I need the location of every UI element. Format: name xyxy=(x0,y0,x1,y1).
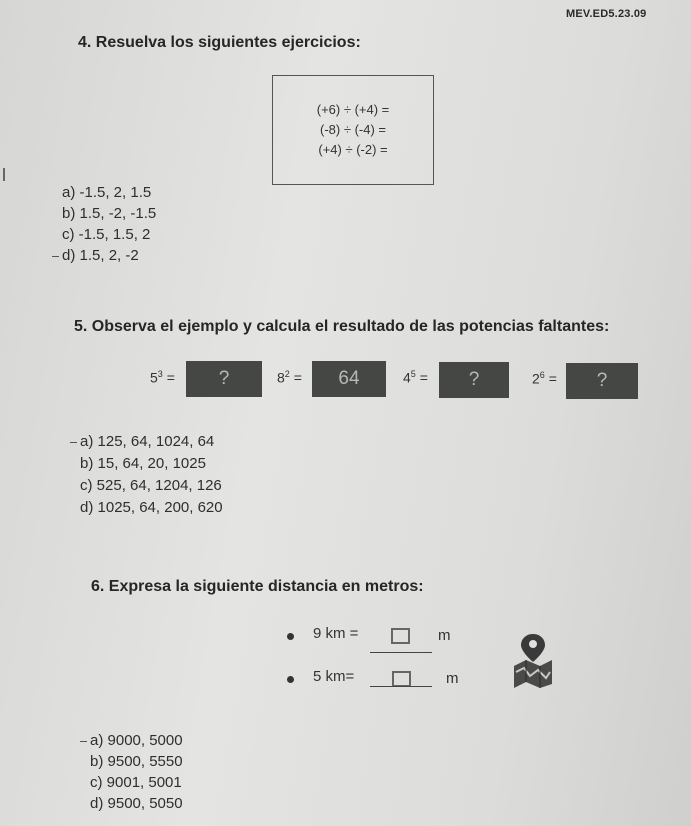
power-3-exp: 5 xyxy=(410,369,416,379)
q6-option-c[interactable]: c) 9001, 5001 xyxy=(90,774,182,791)
margin-mark xyxy=(3,168,5,181)
power-3-eq: = xyxy=(419,369,428,386)
question-6-title: 6. Expresa la siguiente distancia en metros: xyxy=(91,578,424,595)
power-4 xyxy=(532,370,557,387)
power-2 xyxy=(277,369,302,386)
answer-mark xyxy=(52,256,59,257)
power-1-base: 5 xyxy=(150,369,158,386)
power-3 xyxy=(403,369,428,386)
q5-option-c[interactable]: c) 525, 64, 1204, 126 xyxy=(80,477,222,494)
distance-1-label: 9 km = xyxy=(313,625,359,642)
power-4-base: 2 xyxy=(532,370,540,387)
q6-option-d[interactable]: d) 9500, 5050 xyxy=(90,795,183,812)
power-1-eq: = xyxy=(166,369,175,386)
power-3-answer-tile[interactable]: ? xyxy=(439,362,509,398)
q5-option-a[interactable] xyxy=(80,433,214,450)
exercise-line-1: (+6) ÷ (+4) = xyxy=(316,102,390,117)
q5-option-a-label: a) 125, 64, 1024, 64 xyxy=(80,433,215,450)
distance-2-underline xyxy=(370,686,432,687)
question-4-title: 4. Resuelva los siguientes ejercicios: xyxy=(78,34,361,51)
map-pin-icon xyxy=(512,632,554,688)
question-5-title: 5. Observa el ejemplo y calcula el resultado de las potencias faltantes: xyxy=(74,318,610,335)
q5-option-b[interactable]: b) 15, 64, 20, 1025 xyxy=(80,455,206,472)
answer-mark xyxy=(70,442,77,443)
q6-option-a[interactable] xyxy=(90,732,183,749)
power-2-eq: = xyxy=(293,369,302,386)
document-code: MEV.ED5.23.09 xyxy=(566,8,647,20)
q4-option-a[interactable]: a) -1.5, 2, 1.5 xyxy=(62,184,152,201)
q6-option-a-label: a) 9000, 5000 xyxy=(90,732,183,749)
power-3-base: 4 xyxy=(403,369,411,386)
distance-1-underline xyxy=(370,652,432,653)
q4-option-d[interactable] xyxy=(62,247,139,264)
distance-1-answer-box[interactable] xyxy=(391,628,410,644)
q4-option-d-label: d) 1.5, 2, -2 xyxy=(62,247,139,264)
power-1-exp: 3 xyxy=(157,369,163,379)
power-1-answer-tile[interactable]: ? xyxy=(186,361,262,397)
power-2-exp: 2 xyxy=(284,369,290,379)
exercise-line-3: (+4) ÷ (-2) = xyxy=(318,142,388,157)
q4-option-b[interactable]: b) 1.5, -2, -1.5 xyxy=(62,205,157,222)
distance-2-unit: m xyxy=(446,670,459,687)
bullet xyxy=(287,633,294,640)
bullet xyxy=(287,676,294,683)
q6-option-b[interactable]: b) 9500, 5550 xyxy=(90,753,183,770)
distance-2-label: 5 km= xyxy=(313,668,355,685)
power-4-eq: = xyxy=(548,370,557,387)
distance-1-unit: m xyxy=(438,627,451,644)
power-4-exp: 6 xyxy=(539,370,545,380)
exercise-box xyxy=(272,75,434,185)
exercise-line-2: (-8) ÷ (-4) = xyxy=(320,122,386,137)
power-2-base: 8 xyxy=(277,369,285,386)
power-2-answer-tile[interactable]: 64 xyxy=(312,361,386,397)
power-4-answer-tile[interactable]: ? xyxy=(566,363,638,399)
answer-mark xyxy=(80,741,87,742)
power-1 xyxy=(150,369,175,386)
q4-option-c[interactable]: c) -1.5, 1.5, 2 xyxy=(62,226,151,243)
q5-option-d[interactable]: d) 1025, 64, 200, 620 xyxy=(80,499,223,516)
distance-2-answer-box[interactable] xyxy=(392,671,411,687)
